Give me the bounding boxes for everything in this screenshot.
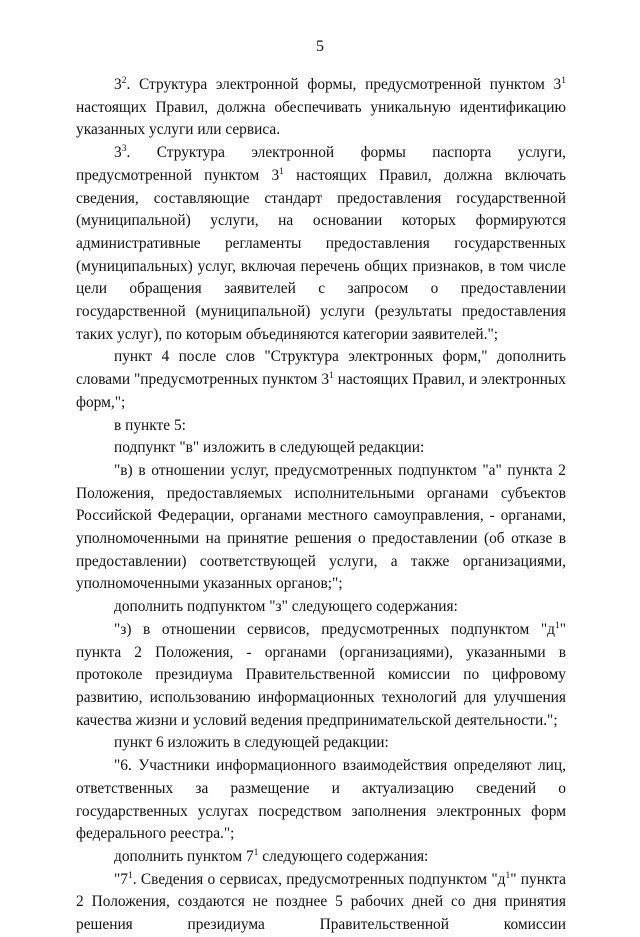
paragraph-3-3: $3^3$. Структура электронной формы паспорта услуги, предусмотренной пунктом $3^1$ настоящих Правил, должна включать сведения, составляющие стандарт предоставления государственной (муниципальной) услуги, на основании которых формируются административные регламенты предоставления государственных (муниципальных) услуг, включая перечень общих признаков, в том числе цели обращения заявителей с запросом о предоставлении государственной (муниципальной) услуги (результаты предоставления таких услуг), по которым объединяются категории заявителей.";	[76, 144, 566, 343]
paragraph-subitem-z-intro: дополнить подпунктом "з" следующего содержания:	[114, 598, 458, 616]
paragraph-subitem-v-text: "в) в отношении услуг, предусмотренных подпунктом "а" пункта 2 Положения, предоставляемых исполнительными органами субъектов Российской Федерации, органами местного самоуправления, - органами, уполномоченными на принятие решения о предоставлении (об отказе в предоставлении) соответствующей услуги, а также организациями, уполномоченными указанных органов;";	[76, 461, 566, 593]
paragraph-item-7-1-intro: дополнить пунктом $7^1$ следующего содержания:	[114, 847, 429, 865]
paragraph-item-7-1-text: "$7^1$. Сведения о сервисах, предусмотренных подпунктом "$д^1$" пункта 2 Положения, создаются не позднее 5 рабочих дней со дня принятия решения президиума Правительственной комиссии	[76, 870, 566, 934]
paragraph-subitem-z-text: "з) в отношении сервисов, предусмотренных подпунктом "$д^1$" пункта 2 Положения, - органами (организациями), указанными в протоколе президиума Правительственной комиссии по цифровому развитию, использованию информационных технологий для улучшения качества жизни и условий ведения предпринимательской деятельности.";	[76, 620, 566, 729]
document-body	[76, 74, 566, 937]
paragraph-item-4: пункт 4 после слов "Структура электронных форм," дополнить словами "предусмотренных пунктом $3^1$ настоящих Правил, и электронных форм,";	[76, 348, 566, 411]
paragraph-subitem-v-intro: подпункт "в" изложить в следующей редакции:	[114, 439, 425, 457]
paragraph-item-6-text: "6. Участники информационного взаимодействия определяют лиц, ответственных за размещение и актуализацию сведений о государственных услугах посредством заполнения электронных форм федерального реестра.";	[76, 757, 566, 843]
paragraph-3-2: $3^2$. Структура электронной формы, предусмотренной пунктом $3^1$ настоящих Правил, должна обеспечивать уникальную идентификацию указанных услуги или сервиса.	[76, 76, 566, 139]
paragraph-item-6-intro: пункт 6 изложить в следующей редакции:	[114, 734, 389, 752]
paragraph-item-5: в пункте 5:	[114, 416, 186, 434]
page-number: 5	[316, 38, 324, 55]
